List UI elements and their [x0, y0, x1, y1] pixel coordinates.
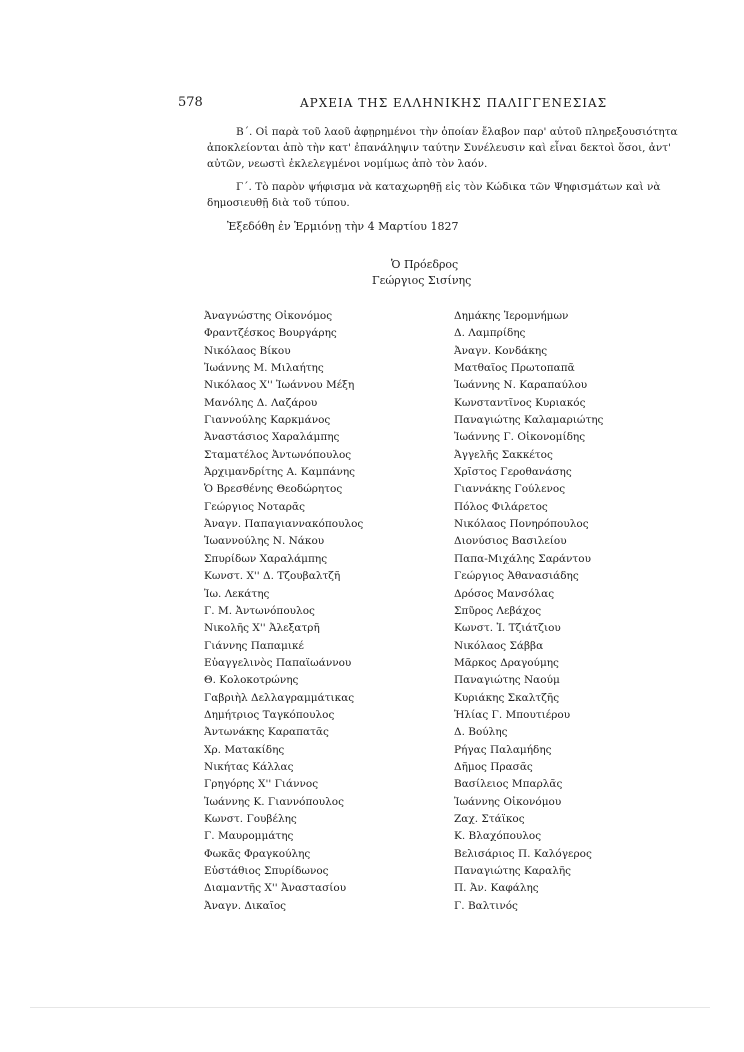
- signatory-name: Κωνστ. Ἰ. Τζιάτζιου: [454, 622, 561, 635]
- signatory-name: Κυριάκης Σκαλτζῆς: [454, 691, 560, 704]
- paragraph-b-line-1: Β΄. Οἱ παρὰ τοῦ λαοῦ ἀφῃρημένοι τὴν ὁποίαν ἔλαβον παρ' αὐτοῦ πληρεξουσιότητα: [236, 126, 678, 138]
- signatory-name: Γιαννάκης Γούλενος: [454, 483, 566, 496]
- signatory-name: Εὐστάθιος Σπυρίδωνος: [204, 865, 329, 877]
- signatory-name: Σπῦρος Λεβάχος: [454, 604, 542, 617]
- signatory-name: Διονύσιος Βασιλείου: [454, 535, 567, 548]
- signatory-name: Γιάννης Παπαμικέ: [204, 639, 304, 652]
- signatory-name: Θ. Κολοκοτρώνης: [204, 674, 299, 687]
- signatory-name: Δῆμος Πρασᾶς: [454, 760, 533, 773]
- signatory-name: Μανόλης Δ. Λαζάρου: [204, 396, 318, 409]
- signatory-name: Δρόσος Μανσόλας: [454, 587, 555, 600]
- signatory-name: Φωκᾶς Φραγκούλης: [204, 847, 311, 860]
- signatory-name: Ὁ Βρεσθένης Θεοδώρητος: [204, 483, 343, 496]
- signatory-name: Διαμαντῆς Χ'' Ἀναστασίου: [204, 882, 347, 895]
- signatory-name: Βελισάριος Π. Καλόγερος: [454, 847, 592, 860]
- signatory-name: Ματθαῖος Πρωτοπαπᾶ: [454, 362, 575, 375]
- signatory-name: Ἀναστάσιος Χαραλάμπης: [204, 431, 340, 444]
- signatory-name: Ζαχ. Στάϊκος: [454, 812, 525, 825]
- signatory-name: Γεώργιος Ἀθανασιάδης: [454, 570, 579, 583]
- signatory-name: Π. Ἀν. Καφάλης: [454, 882, 539, 895]
- signatory-name: Ἰωάννης Ν. Καραπαύλου: [454, 379, 588, 392]
- signatory-name: Πόλος Φιλάρετος: [454, 500, 548, 513]
- signatory-name: Παναγιώτης Καλαμαριώτης: [454, 414, 604, 427]
- signatory-name: Ἀναγν. Δικαῖος: [204, 899, 287, 912]
- signatory-name: Νικόλαος Σάββα: [454, 639, 544, 652]
- signatory-name: Ἀναγνώστης Οἰκονόμος: [204, 310, 333, 322]
- paragraph-b-line-2: ἀποκλείονται ἀπὸ τὴν κατ' ἐπανάληψιν ταύτην Συνέλευσιν καὶ εἶναι δεκτοὶ ὅσοι, ἀντ': [207, 142, 671, 154]
- running-title: ΑΡΧΕΙΑ ΤΗΣ ΕΛΛΗΝΙΚΗΣ ΠΑΛΙΓΓΕΝΕΣΙΑΣ: [300, 96, 608, 110]
- signatory-name: Ἰωάννης Οἰκονόμου: [454, 795, 562, 808]
- signatory-name: Κωνστ. Γουβέλης: [204, 812, 297, 825]
- signatory-name: Γ. Μαυρομμάτης: [204, 830, 294, 843]
- signatory-name: Κ. Βλαχόπουλος: [454, 830, 542, 843]
- signatory-name: Δ. Βούλης: [454, 726, 508, 739]
- signatory-name: Ἰω. Λεκάτης: [204, 587, 270, 600]
- president-name: Γεώργιος Σισίνης: [372, 274, 472, 287]
- signatory-name: Νικόλαος Χ'' Ἰωάννου Μέξη: [204, 379, 355, 392]
- signatory-name: Βασίλειος Μπαρλᾶς: [454, 778, 563, 791]
- signatory-name: Ἀντωνάκης Καραπατᾶς: [204, 726, 329, 739]
- signatory-name: Ἰωάννης Μ. Μιλαήτης: [204, 362, 324, 375]
- signatory-name: Κωνστ. Χ'' Δ. Τζουβαλτζῆ: [204, 570, 341, 583]
- signatory-name: Παναγιώτης Καραλῆς: [454, 865, 572, 877]
- signatory-name: Μᾶρκος Δραγούμης: [454, 656, 559, 669]
- signatories-left-column: [204, 308, 363, 915]
- signatory-name: Γρηγόρης Χ'' Γιάννος: [204, 778, 319, 791]
- paragraph-g-line-1: Γ΄. Τὸ παρὸν ψήφισμα νὰ καταχωρηθῇ εἰς τὸν Κώδικα τῶν Ψηφισμάτων καὶ νὰ: [236, 181, 661, 193]
- signatory-name: Ἀρχιμανδρίτης Α. Καμπάνης: [204, 466, 356, 479]
- signatory-name: Σταματέλος Ἀντωνόπουλος: [204, 448, 352, 461]
- signatory-name: Ἠλίας Γ. Μπουτιέρου: [454, 708, 571, 721]
- signatory-name: Χρ. Ματακίδης: [204, 743, 285, 756]
- signatory-name: Κωνσταντῖνος Κυριακός: [454, 396, 586, 409]
- signatory-name: Νικόλαος Πονηρόπουλος: [454, 518, 589, 531]
- issue-date-line: Ἐξεδόθη ἐν Ἑρμιόνῃ τὴν 4 Μαρτίου 1827: [227, 220, 459, 233]
- signatory-name: Φραντζέσκος Βουργάρης: [204, 327, 337, 340]
- signatories-right-column: [454, 308, 603, 915]
- signatory-name: Νικόλαος Βίκου: [204, 344, 291, 357]
- signatory-name: Δημήτριος Ταγκόπουλος: [204, 708, 335, 721]
- signatory-name: Ἰωαννούλης Ν. Νάκου: [204, 535, 325, 548]
- signatory-name: Νικολῆς Χ'' Ἀλεξατρῆ: [204, 622, 320, 635]
- signatory-name: Ἰωάννης Γ. Οἰκονομίδης: [454, 431, 586, 444]
- signatory-name: Ἰωάννης Κ. Γιαννόπουλος: [204, 795, 344, 808]
- signatory-name: Παπα-Μιχάλης Σαράντου: [454, 552, 591, 565]
- page-number: 578: [178, 95, 203, 110]
- paragraph-b-line-3: αὐτῶν, νεωστὶ ἐκλελεγμένοι νομίμως ἀπὸ τὸν λαόν.: [207, 158, 488, 170]
- signatory-name: Δ. Λαμπρίδης: [454, 327, 526, 340]
- signatory-name: Χρῖστος Γεροθανάσης: [454, 466, 572, 479]
- signatory-name: Νικήτας Κάλλας: [204, 760, 294, 773]
- signatory-name: Γ. Βαλτινός: [454, 899, 518, 912]
- president-title: Ὁ Πρόεδρος: [391, 258, 459, 271]
- signatory-name: Εὐαγγελινὸς Παπαϊωάννου: [204, 656, 352, 669]
- signatory-name: Ἀγγελῆς Σακκέτος: [454, 448, 553, 461]
- signatory-name: Παναγιώτης Ναούμ: [454, 674, 560, 687]
- signatory-name: Γ. Μ. Ἀντωνόπουλος: [204, 604, 315, 617]
- signatory-name: Γιαννούλης Καρκμάνος: [204, 414, 331, 427]
- signatory-name: Γεώργιος Νοταρᾶς: [204, 500, 305, 513]
- signatory-name: Ρήγας Παλαμήδης: [454, 743, 552, 756]
- signatory-name: Σπυρίδων Χαραλάμπης: [204, 552, 328, 565]
- signatory-name: Γαβριὴλ Δελλαγραμμάτικας: [204, 691, 355, 704]
- signatory-name: Ἀναγν. Παπαγιαννακόπουλος: [204, 518, 364, 531]
- signatory-name: Δημάκης Ἱερομνήμων: [454, 310, 569, 322]
- paragraph-g-line-2: δημοσιευθῇ διὰ τοῦ τύπου.: [207, 197, 350, 209]
- signatory-name: Ἀναγν. Κονδάκης: [454, 344, 548, 357]
- bottom-divider: [30, 1007, 710, 1008]
